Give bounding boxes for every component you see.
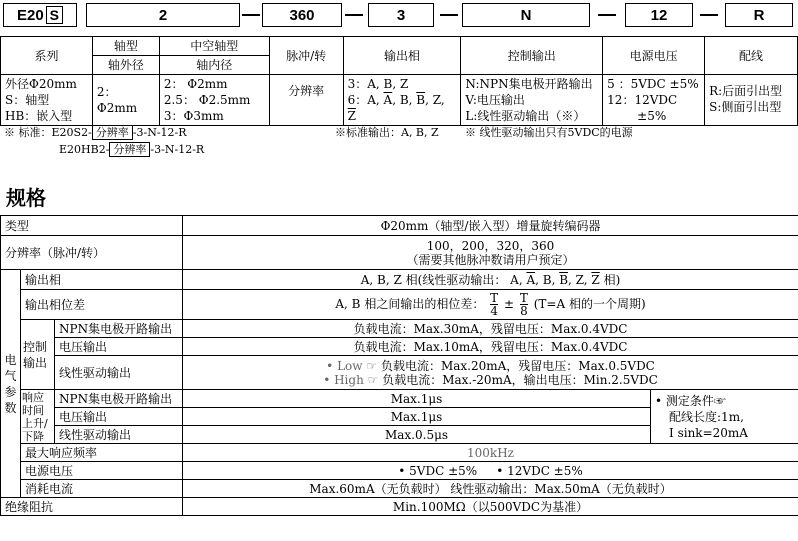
- code-wiring-text: R: [753, 6, 765, 24]
- cell-shaft-inner: [159, 75, 269, 126]
- freq-value: 100kHz: [183, 444, 798, 462]
- code-voltage: [625, 3, 693, 27]
- frac-den: 8: [520, 304, 528, 318]
- cell-voltage: [603, 75, 705, 126]
- insul-label: 绝缘阻抗: [1, 498, 183, 516]
- cond-cell: [651, 390, 798, 444]
- code-dash: [345, 14, 363, 16]
- code-table: [0, 36, 798, 126]
- cell-series: [1, 75, 93, 126]
- current-value: Max.60mA（无负载时） 线性驱动输出：Max.50mA（无负载时）: [183, 480, 798, 498]
- code-voltage-text: 12: [650, 6, 668, 24]
- standard-note: [4, 125, 204, 157]
- elec-label: 电 气 参 数: [1, 270, 21, 498]
- code-control: [462, 3, 590, 27]
- resp-volt-value: Max.1μs: [183, 408, 651, 426]
- shaft-inner-line: 2.5： Φ2.5mm: [163, 93, 251, 107]
- current-label: 消耗电流: [21, 480, 183, 498]
- wiring-line: R:后面引出型: [709, 84, 783, 98]
- hdr-pulse: 脉冲/转: [269, 37, 343, 75]
- code-output: [368, 3, 434, 27]
- frac-den: 4: [490, 304, 498, 318]
- series-line: HB：嵌入型: [5, 109, 73, 123]
- npn-value: 负载电流：Max.30mA，残留电压：Max.0.4VDC: [183, 320, 798, 338]
- std2-b: -3-N-12-R: [150, 143, 205, 156]
- hdr-output: 输出相: [343, 37, 461, 75]
- code-shaft-text: 2: [158, 6, 168, 24]
- res-value: [183, 236, 798, 270]
- cell-resolution: [269, 75, 343, 126]
- code-wiring: [725, 3, 793, 27]
- power-label: 电源电压: [21, 462, 183, 480]
- resp-npn-label: NPN集电极开路输出: [55, 390, 183, 408]
- cond-line-3: I sink=20mA: [669, 425, 748, 440]
- line-driver-note: ※ 线性驱动输出只有5VDC的电源: [465, 126, 633, 139]
- cell-control-output: [461, 75, 603, 126]
- hand-icon: ☞: [367, 372, 379, 387]
- phase-diff-b: (T=A 相的一个周期): [533, 297, 646, 311]
- power-value: • 5VDC ±5% • 12VDC ±5%: [183, 462, 798, 480]
- type-value: Φ20mm（轴型/嵌入型）增量旋转编码器: [183, 216, 798, 236]
- ld-high-tag: • High: [323, 372, 364, 387]
- voltage-line: 12：12VDC: [607, 93, 678, 107]
- resp-ld-label: 线性驱动输出: [55, 426, 183, 444]
- cell-shaft-outer: [92, 75, 159, 126]
- code-resolution-text: 360: [289, 6, 315, 24]
- phase-diff-label: 输出相位差: [21, 290, 183, 320]
- series-line: S：轴型: [5, 93, 50, 107]
- frac-num: T: [519, 291, 528, 305]
- volt-label: 电压输出: [55, 338, 183, 356]
- hdr-hollow: 中空轴型: [159, 37, 269, 56]
- control-line: V:电压输出: [465, 93, 525, 107]
- std-output-note: ※标准输出：A, B, Z: [335, 126, 439, 139]
- code-dash: [700, 14, 718, 16]
- volt-value: 负载电流：Max.10mA，残留电压：Max.0.4VDC: [183, 338, 798, 356]
- std-label: ※ 标准：: [4, 126, 52, 139]
- code-output-text: 3: [396, 6, 406, 24]
- hdr-shaft: 轴型: [92, 37, 159, 56]
- resp-npn-value: Max.1μs: [183, 390, 651, 408]
- control-line: N:NPN集电极开路输出: [465, 77, 593, 91]
- cond-line-1: • 测定条件☞: [655, 393, 726, 408]
- hand-icon: ☞: [366, 358, 378, 373]
- res-value-1: 100，200，320，360: [426, 238, 555, 253]
- shaft-outer-text: 2： Φ2mm: [96, 85, 138, 115]
- voltage-line: 5 ：5VDC ±5%: [607, 77, 699, 91]
- hdr-wiring: 配线: [705, 37, 798, 75]
- spec-table: [0, 215, 798, 516]
- hdr-voltage: 电源电压: [603, 37, 705, 75]
- spec-title: 规格: [6, 186, 46, 210]
- phase-diff-a: A, B 相之间输出的相位差：: [335, 297, 485, 311]
- hdr-shaft-outer: 轴外径: [92, 56, 159, 75]
- control-line: L:线性驱动输出（※）: [465, 109, 586, 123]
- standard-line-1: [4, 125, 204, 140]
- voltage-line: ±5%: [637, 109, 667, 123]
- out-phase-value: A, B, Z 相(线性驱动输出： A, $\overline{A}$, B, $\overline{B}$, Z, $\overline{Z}$ 相): [183, 270, 798, 290]
- std1-b: -3-N-12-R: [132, 126, 187, 139]
- code-dash: [242, 14, 260, 16]
- phase-diff-pm: ±: [504, 297, 515, 311]
- code-resolution: [262, 3, 342, 27]
- hdr-shaft-inner: 轴内径: [159, 56, 269, 75]
- cond-line-2: 配线长度:1m,: [669, 409, 744, 424]
- resp-volt-label: 电压输出: [55, 408, 183, 426]
- freq-label: 最大响应频率: [21, 444, 183, 462]
- std2-a: E20HB2-: [59, 143, 110, 156]
- out-phase-label: 输出相: [21, 270, 183, 290]
- ld-high-row: [187, 373, 794, 387]
- hdr-series: 系列: [1, 37, 93, 75]
- series-line: 外径Φ20mm: [5, 77, 77, 91]
- code-prefix: [3, 3, 77, 27]
- npn-label: NPN集电极开路输出: [55, 320, 183, 338]
- ld-label: 线性驱动输出: [55, 356, 183, 390]
- res-label: 分辨率（脉冲/转）: [1, 236, 183, 270]
- shaft-inner-line: 3：Φ3mm: [163, 109, 224, 123]
- resp-label: 响应 时间 上升/ 下降: [21, 390, 55, 444]
- code-control-text: N: [520, 6, 532, 24]
- standard-line-2: [4, 142, 204, 157]
- res-value-2: （需要其他脉冲数请用户预定）: [406, 252, 575, 267]
- code-shaft: [86, 3, 240, 27]
- ld-low-value: 负载电流：Max.20mA，残留电压：Max.0.5VDC: [380, 358, 655, 373]
- wiring-line: S:侧面引出型: [709, 100, 782, 114]
- hdr-control: 控制输出: [461, 37, 603, 75]
- ld-low-row: [187, 359, 794, 373]
- ld-value: [183, 356, 798, 390]
- insul-value: Min.100MΩ（以500VDC为基准）: [183, 498, 798, 516]
- resolution-text: 分辨率: [288, 84, 325, 98]
- code-dash: [598, 14, 616, 16]
- ld-high-value: 负载电流：Max.-20mA，输出电压：Min.2.5VDC: [382, 372, 658, 387]
- std1-box: 分辨率: [92, 125, 133, 140]
- fraction-t8: [520, 292, 528, 317]
- frac-num: T: [490, 291, 499, 305]
- code-prefix-s: S: [46, 6, 63, 24]
- phase-diff-value: [183, 290, 798, 320]
- shaft-inner-line: 2： Φ2mm: [163, 77, 228, 91]
- type-label: 类型: [1, 216, 183, 236]
- ctrl-label: 控制 输出: [21, 320, 55, 390]
- output-phase-line: 6：A, $\overline{A}$, B, $\overline{B}$, Z, $\overline{Z}$: [347, 93, 445, 123]
- code-dash: [440, 14, 458, 16]
- output-phase-line: 3：A, B, Z: [347, 77, 409, 91]
- std1-a: E20S2-: [51, 126, 92, 139]
- std2-box: 分辨率: [109, 142, 150, 157]
- fraction-t4: [490, 292, 498, 317]
- cell-wiring: [705, 75, 798, 126]
- cell-output-phase: [343, 75, 461, 126]
- ld-low-tag: • Low: [326, 358, 363, 373]
- code-prefix-text: E20: [16, 6, 44, 24]
- resp-ld-value: Max.0.5μs: [183, 426, 651, 444]
